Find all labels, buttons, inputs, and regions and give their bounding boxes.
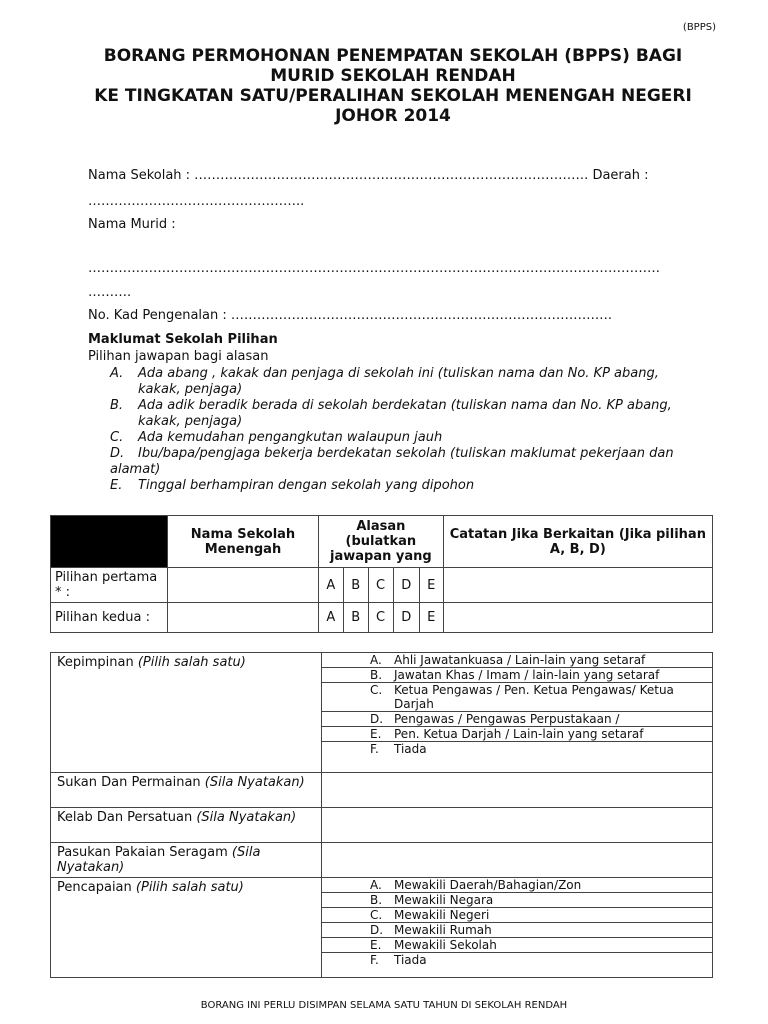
footer-note: BORANG INI PERLU DISIMPAN SELAMA SATU TAHUN DI SEKOLAH RENDAH — [200, 1000, 568, 1011]
nama-murid-dots-short: ………. — [88, 285, 132, 300]
sukan-input[interactable] — [322, 773, 713, 808]
reason-a-cont: kakak, penjaga) — [138, 382, 243, 397]
reason-c: C. Ada kemudahan pengangkutan walaupun jauh — [110, 430, 443, 445]
reason-e: E. Tinggal berhampiran dengan sekolah yang dipohon — [110, 478, 475, 493]
option-text[interactable]: Pengawas / Pengawas Perpustakaan / — [392, 712, 712, 727]
kelab-input[interactable] — [322, 808, 713, 843]
reason-choice[interactable]: B — [343, 603, 368, 633]
option-text[interactable]: Mewakili Sekolah — [392, 938, 712, 953]
nama-sekolah-field[interactable]: Nama Sekolah : ………………………………………………………………………………. Daerah : — [88, 168, 649, 183]
table-row — [51, 843, 713, 878]
title-line-2: MURID SEKOLAH RENDAH — [270, 66, 516, 86]
cocurricular-table — [50, 652, 713, 978]
reason-choice[interactable]: E — [419, 603, 443, 633]
pencapaian-label: Pencapaian (Pilih salah satu) — [51, 878, 322, 978]
header-nama-sekolah: Nama Sekolah Menengah — [168, 516, 319, 568]
table-row — [51, 568, 713, 603]
header-alasan: Alasan (bulatkan jawapan yang — [319, 516, 444, 568]
header-black-cell — [51, 516, 168, 568]
reason-b: B. Ada adik beradik berada di sekolah berdekatan (tuliskan nama dan No. KP abang, — [110, 398, 672, 413]
option-letter[interactable]: A. — [368, 653, 392, 668]
option-text[interactable]: Pen. Ketua Darjah / Lain-lain yang setaraf — [392, 727, 712, 742]
table-row — [51, 773, 713, 808]
form-title — [40, 46, 746, 126]
option-text[interactable]: Ahli Jawatankuasa / Lain-lain yang setaraf — [392, 653, 712, 668]
pasukan-label: Pasukan Pakaian Seragam (Sila Nyatakan) — [51, 843, 322, 878]
option-letter[interactable]: F. — [370, 742, 379, 756]
nama-murid-dots[interactable]: …………………………………………………………………………………………………………………… — [88, 261, 660, 276]
kepimpinan-label: Kepimpinan (Pilih salah satu) — [51, 653, 322, 773]
row-label: Pilihan kedua : — [51, 603, 168, 633]
kelab-label: Kelab Dan Persatuan (Sila Nyatakan) — [51, 808, 322, 843]
reason-options — [110, 366, 720, 494]
kad-pengenalan-field[interactable]: No. Kad Pengenalan : ……………………………………………………………………………. — [88, 308, 613, 323]
reason-d: D. Ibu/bapa/pengjaga bekerja berdekatan sekolah (tuliskan maklumat pekerjaan dan — [110, 446, 674, 461]
nama-sekolah-cont: ………………………………………….. — [88, 194, 305, 209]
reason-b-cont: kakak, penjaga) — [138, 414, 243, 429]
option-text[interactable]: Ketua Pengawas / Pen. Ketua Pengawas/ Ketua Darjah — [392, 683, 712, 712]
maklumat-intro: Pilihan jawapan bagi alasan — [88, 349, 269, 364]
option-letter[interactable]: D. — [368, 712, 392, 727]
option-text[interactable]: Jawatan Khas / Imam / lain-lain yang setaraf — [392, 668, 712, 683]
header-catatan: Catatan Jika Berkaitan (Jika pilihan A, B, D) — [443, 516, 712, 568]
reason-choice[interactable]: A — [319, 568, 344, 603]
nama-murid-field[interactable]: Nama Murid : — [88, 217, 176, 232]
reason-a: A. Ada abang , kakak dan penjaga di sekolah ini (tuliskan nama dan No. KP abang, — [110, 366, 659, 381]
maklumat-heading: Maklumat Sekolah Pilihan — [88, 332, 278, 347]
reason-choice[interactable]: A — [319, 603, 344, 633]
pencapaian-options — [322, 878, 713, 978]
table-row — [51, 603, 713, 633]
option-text[interactable]: Mewakili Rumah — [392, 923, 712, 938]
option-text[interactable]: Tiada — [394, 742, 427, 756]
reason-choice[interactable]: D — [393, 568, 419, 603]
title-line-4: JOHOR 2014 — [335, 106, 451, 126]
title-line-1: BORANG PERMOHONAN PENEMPATAN SEKOLAH (BPPS) BAGI — [103, 46, 683, 66]
option-text[interactable]: Mewakili Daerah/Bahagian/Zon — [392, 878, 712, 893]
table-row — [51, 808, 713, 843]
catatan-cell[interactable] — [443, 568, 712, 603]
school-name-cell[interactable] — [168, 568, 319, 603]
table-row — [51, 653, 713, 773]
option-letter[interactable]: C. — [368, 908, 392, 923]
table-row — [51, 878, 713, 978]
kepimpinan-options — [322, 653, 713, 773]
reason-choice[interactable]: C — [368, 568, 393, 603]
option-letter[interactable]: E. — [368, 938, 392, 953]
option-letter[interactable]: A. — [368, 878, 392, 893]
option-letter[interactable]: B. — [368, 668, 392, 683]
reason-choice[interactable]: B — [343, 568, 368, 603]
row-label: Pilihan pertama * : — [51, 568, 168, 603]
option-letter[interactable]: D. — [368, 923, 392, 938]
catatan-cell[interactable] — [443, 603, 712, 633]
option-letter[interactable]: E. — [368, 727, 392, 742]
option-letter[interactable]: F. — [370, 953, 379, 967]
reason-choice[interactable]: E — [419, 568, 443, 603]
option-text[interactable]: Tiada — [394, 953, 427, 967]
sukan-label: Sukan Dan Permainan (Sila Nyatakan) — [51, 773, 322, 808]
option-text[interactable]: Mewakili Negara — [392, 893, 712, 908]
reason-d-cont: alamat) — [110, 462, 161, 477]
form-code: (BPPS) — [682, 22, 716, 33]
option-text[interactable]: Mewakili Negeri — [392, 908, 712, 923]
reason-choice[interactable]: C — [368, 603, 393, 633]
pasukan-input[interactable] — [322, 843, 713, 878]
reason-choice[interactable]: D — [393, 603, 419, 633]
school-choice-table — [50, 515, 713, 633]
option-letter[interactable]: B. — [368, 893, 392, 908]
option-letter[interactable]: C. — [368, 683, 392, 712]
title-line-3: KE TINGKATAN SATU/PERALIHAN SEKOLAH MENENGAH NEGERI — [94, 86, 692, 106]
school-name-cell[interactable] — [168, 603, 319, 633]
